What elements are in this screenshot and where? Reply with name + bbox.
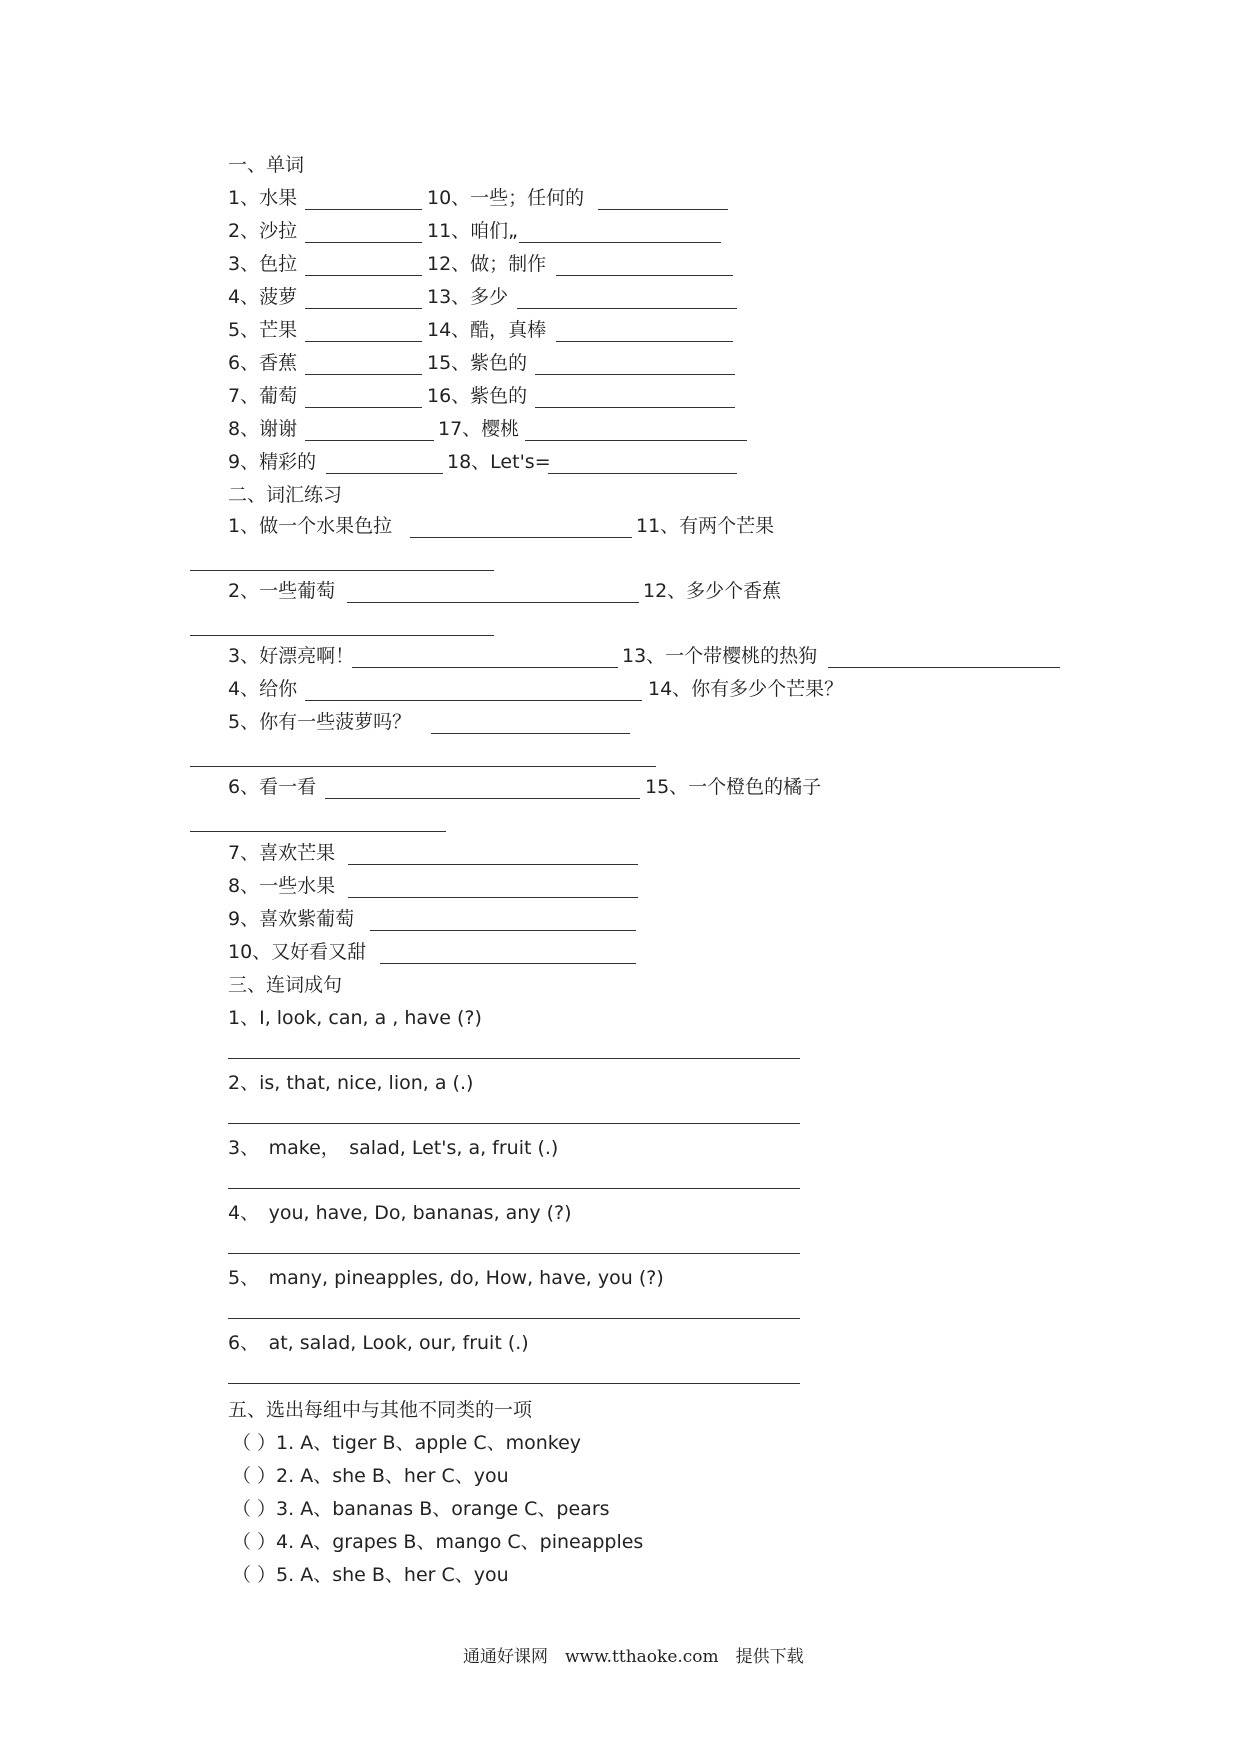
word-item: 7、葡萄: [228, 385, 298, 407]
vocab-item: 9、喜欢紫葡萄: [228, 908, 355, 930]
answer-blank[interactable]: [598, 209, 728, 210]
section-title-vocab: 二、词汇练习: [228, 484, 343, 506]
answer-blank[interactable]: [305, 275, 422, 276]
vocab-item: 14、你有多少个芒果？: [648, 678, 844, 700]
choice-item: （ ）2. A、she B、her C、you: [232, 1465, 509, 1487]
answer-blank[interactable]: [190, 766, 656, 767]
answer-blank[interactable]: [305, 308, 422, 309]
answer-blank[interactable]: [305, 209, 422, 210]
choice-item: （ ）3. A、bananas B、orange C、pears: [232, 1498, 610, 1520]
answer-blank[interactable]: [410, 537, 632, 538]
answer-blank[interactable]: [347, 602, 639, 603]
answer-blank[interactable]: [305, 242, 422, 243]
sentence-prompt: 3、 make， salad, Let's, a, fruit (.): [228, 1137, 559, 1159]
word-item: 16、紫色的: [427, 385, 528, 407]
answer-blank[interactable]: [519, 242, 721, 243]
answer-blank[interactable]: [370, 930, 636, 931]
answer-line[interactable]: [228, 1058, 800, 1059]
vocab-item: 4、给你: [228, 678, 298, 700]
word-item: 4、菠萝: [228, 286, 298, 308]
word-item: 11、咱们„: [427, 220, 519, 242]
choice-item: （ ）4. A、grapes B、mango C、pineapples: [232, 1531, 644, 1553]
word-item: 8、谢谢: [228, 418, 298, 440]
word-item: 15、紫色的: [427, 352, 528, 374]
answer-blank[interactable]: [548, 473, 737, 474]
sentence-prompt: 2、is, that, nice, lion, a (.): [228, 1072, 474, 1094]
answer-blank[interactable]: [348, 897, 638, 898]
choice-item: （ ）1. A、tiger B、apple C、monkey: [232, 1432, 582, 1454]
vocab-item: 1、做一个水果色拉: [228, 515, 393, 537]
answer-blank[interactable]: [556, 275, 733, 276]
word-item: 1、水果: [228, 187, 298, 209]
answer-blank[interactable]: [326, 473, 443, 474]
word-item: 9、精彩的: [228, 451, 317, 473]
answer-blank[interactable]: [190, 635, 494, 636]
section-title-odd-one-out: 五、选出每组中与其他不同类的一项: [228, 1399, 533, 1421]
answer-blank[interactable]: [380, 963, 636, 964]
answer-blank[interactable]: [325, 798, 640, 799]
word-item: 3、色拉: [228, 253, 298, 275]
answer-blank[interactable]: [535, 407, 735, 408]
answer-blank[interactable]: [828, 667, 1060, 668]
answer-blank[interactable]: [535, 374, 735, 375]
sentence-prompt: 1、I, look, can, a , have (?): [228, 1007, 482, 1029]
answer-blank[interactable]: [556, 341, 733, 342]
choice-item: （ ）5. A、she B、her C、you: [232, 1564, 509, 1586]
sentence-prompt: 4、 you, have, Do, bananas, any (?): [228, 1202, 572, 1224]
word-item: 18、Let's=: [447, 451, 551, 473]
answer-line[interactable]: [228, 1123, 800, 1124]
answer-blank[interactable]: [352, 667, 618, 668]
vocab-item: 13、一个带樱桃的热狗: [622, 645, 818, 667]
vocab-item: 2、一些葡萄: [228, 580, 336, 602]
answer-line[interactable]: [228, 1318, 800, 1319]
vocab-item: 10、又好看又甜: [228, 941, 367, 963]
answer-blank[interactable]: [305, 440, 434, 441]
answer-blank[interactable]: [348, 864, 638, 865]
answer-blank[interactable]: [190, 570, 494, 571]
sentence-prompt: 5、 many, pineapples, do, How, have, you (?): [228, 1267, 664, 1289]
word-item: 10、一些；任何的: [427, 187, 585, 209]
answer-line[interactable]: [228, 1383, 800, 1384]
vocab-item: 3、好漂亮啊！: [228, 645, 355, 667]
answer-blank[interactable]: [305, 407, 422, 408]
answer-line[interactable]: [228, 1188, 800, 1189]
answer-blank[interactable]: [305, 700, 642, 701]
answer-blank[interactable]: [525, 440, 747, 441]
word-item: 6、香蕉: [228, 352, 298, 374]
word-item: 2、沙拉: [228, 220, 298, 242]
vocab-item: 7、喜欢芒果: [228, 842, 336, 864]
vocab-item: 12、多少个香蕉: [643, 580, 782, 602]
word-item: 17、樱桃: [438, 418, 520, 440]
vocab-item: 5、你有一些菠萝吗？: [228, 711, 412, 733]
answer-blank[interactable]: [431, 733, 630, 734]
word-item: 14、酷，真棒: [427, 319, 547, 341]
sentence-prompt: 6、 at, salad, Look, our, fruit (.): [228, 1332, 529, 1354]
section-title-sentences: 三、连词成句: [228, 974, 343, 996]
vocab-item: 11、有两个芒果: [636, 515, 775, 537]
word-item: 5、芒果: [228, 319, 298, 341]
footer-credit: 通通好课网 www.tthaoke.com 提供下载: [463, 1647, 804, 1667]
answer-blank[interactable]: [190, 831, 446, 832]
answer-line[interactable]: [228, 1253, 800, 1254]
answer-blank[interactable]: [305, 374, 422, 375]
answer-blank[interactable]: [517, 308, 737, 309]
section-title-words: 一、单词: [228, 154, 305, 176]
vocab-item: 8、一些水果: [228, 875, 336, 897]
word-item: 12、做；制作: [427, 253, 547, 275]
answer-blank[interactable]: [305, 341, 422, 342]
vocab-item: 15、一个橙色的橘子: [645, 776, 822, 798]
vocab-item: 6、看一看: [228, 776, 317, 798]
word-item: 13、多少: [427, 286, 509, 308]
